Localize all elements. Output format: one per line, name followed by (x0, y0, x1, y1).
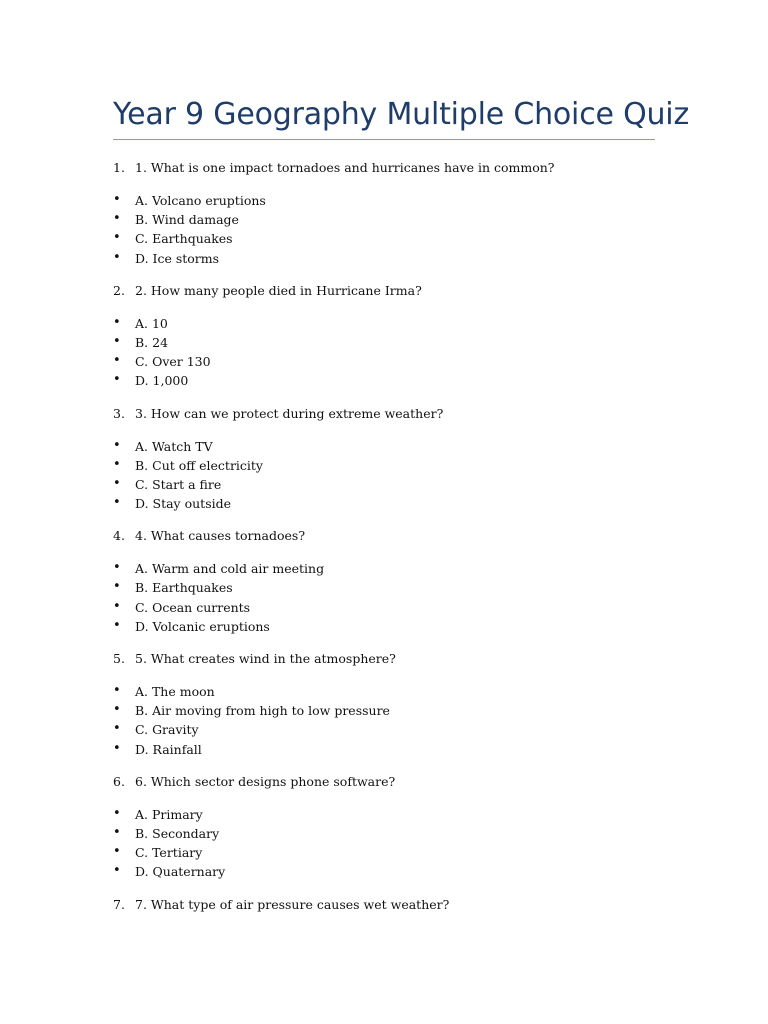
option-text: C. Gravity (135, 722, 199, 738)
bullet-icon: • (113, 740, 121, 756)
option-text: A. 10 (135, 315, 168, 331)
question-number: 5. (113, 651, 125, 666)
option-list (113, 191, 655, 268)
bullet-icon: • (113, 598, 121, 614)
option-text: D. Rainfall (135, 741, 202, 757)
question-line (113, 527, 655, 545)
option-item (113, 437, 655, 456)
question-number: 2. (113, 282, 125, 298)
bullet-icon: • (113, 495, 121, 511)
option-item (113, 824, 655, 843)
question-line (113, 405, 655, 423)
bullet-icon: • (113, 579, 121, 595)
question-number: 4. (113, 528, 125, 544)
bullet-icon: • (113, 230, 121, 246)
option-item (113, 249, 655, 268)
bullet-icon: • (113, 372, 121, 388)
question-number: 3. (113, 405, 125, 421)
option-text: D. Ice storms (135, 250, 220, 266)
option-text: C. Ocean currents (135, 599, 251, 615)
option-text: A. Watch TV (135, 438, 213, 454)
bullet-icon: • (113, 863, 121, 879)
option-text: A. Primary (135, 806, 203, 822)
option-text: D. 1,000 (135, 373, 189, 389)
option-list (113, 314, 655, 391)
question-item (113, 405, 655, 514)
bullet-icon: • (113, 721, 121, 737)
option-text: D. Quaternary (135, 864, 226, 880)
option-text: C. Start a fire (135, 476, 222, 492)
option-item (113, 352, 655, 371)
bullet-icon: • (113, 683, 121, 698)
option-item (113, 371, 655, 390)
question-item (113, 527, 655, 636)
option-item (113, 456, 655, 475)
question-text: 6. Which sector designs phone software? (135, 773, 396, 789)
document-page (113, 96, 689, 914)
question-text: 3. How can we protect during extreme weather? (135, 405, 444, 421)
option-text: D. Stay outside (135, 496, 232, 512)
bullet-icon: • (113, 805, 121, 821)
option-item (113, 720, 655, 739)
option-text: A. Volcano eruptions (135, 193, 266, 208)
option-text: C. Over 130 (135, 354, 211, 370)
bullet-icon: • (113, 314, 121, 330)
option-item (113, 740, 655, 759)
question-number: 6. (113, 773, 125, 789)
option-item (113, 578, 655, 597)
question-item (113, 773, 655, 882)
option-text: C. Tertiary (135, 845, 203, 861)
option-item (113, 805, 655, 824)
question-number: 7. (113, 896, 125, 912)
bullet-icon: • (113, 192, 121, 207)
option-text: B. Air moving from high to low pressure (135, 703, 390, 719)
option-item (113, 314, 655, 333)
option-item (113, 617, 655, 636)
bullet-icon: • (113, 249, 121, 265)
option-text: B. Secondary (135, 825, 220, 841)
option-text: C. Earthquakes (135, 231, 233, 247)
bullet-icon: • (113, 353, 121, 369)
option-item (113, 210, 655, 229)
question-number: 1. (113, 160, 125, 175)
option-text: B. Earthquakes (135, 580, 233, 596)
question-item (113, 896, 655, 914)
option-text: B. Wind damage (135, 212, 239, 228)
question-text: 5. What creates wind in the atmosphere? (135, 651, 396, 666)
question-line (113, 282, 655, 300)
option-item (113, 494, 655, 513)
option-item (113, 229, 655, 248)
bullet-icon: • (113, 617, 121, 633)
question-line (113, 650, 655, 668)
question-line (113, 896, 655, 914)
page-title: Year 9 Geography Multiple Choice Quiz (113, 96, 655, 140)
option-item (113, 598, 655, 617)
question-text: 2. How many people died in Hurricane Irma? (135, 282, 422, 298)
question-item (113, 282, 655, 391)
option-text: A. The moon (135, 684, 215, 699)
option-item (113, 475, 655, 494)
bullet-icon: • (113, 211, 121, 227)
option-item (113, 682, 655, 701)
option-list (113, 437, 655, 514)
option-text: A. Warm and cold air meeting (135, 561, 325, 577)
option-text: D. Volcanic eruptions (135, 618, 270, 634)
option-item (113, 701, 655, 720)
question-list (113, 159, 655, 914)
option-item (113, 333, 655, 352)
bullet-icon: • (113, 475, 121, 491)
bullet-icon: • (113, 437, 121, 453)
option-item (113, 862, 655, 881)
option-item (113, 191, 655, 210)
question-item (113, 650, 655, 759)
option-list (113, 805, 655, 882)
question-line (113, 773, 655, 791)
option-item (113, 559, 655, 578)
question-item (113, 159, 655, 268)
bullet-icon: • (113, 560, 121, 576)
option-text: B. Cut off electricity (135, 457, 263, 473)
bullet-icon: • (113, 333, 121, 349)
option-item (113, 843, 655, 862)
bullet-icon: • (113, 844, 121, 860)
bullet-icon: • (113, 824, 121, 840)
bullet-icon: • (113, 702, 121, 718)
bullet-icon: • (113, 456, 121, 472)
question-line (113, 159, 655, 177)
question-text: 7. What type of air pressure causes wet weather? (135, 896, 450, 912)
question-text: 4. What causes tornadoes? (135, 528, 306, 544)
option-text: B. 24 (135, 334, 169, 350)
option-list (113, 682, 655, 759)
option-list (113, 559, 655, 636)
question-text: 1. What is one impact tornadoes and hurricanes have in common? (135, 160, 555, 175)
